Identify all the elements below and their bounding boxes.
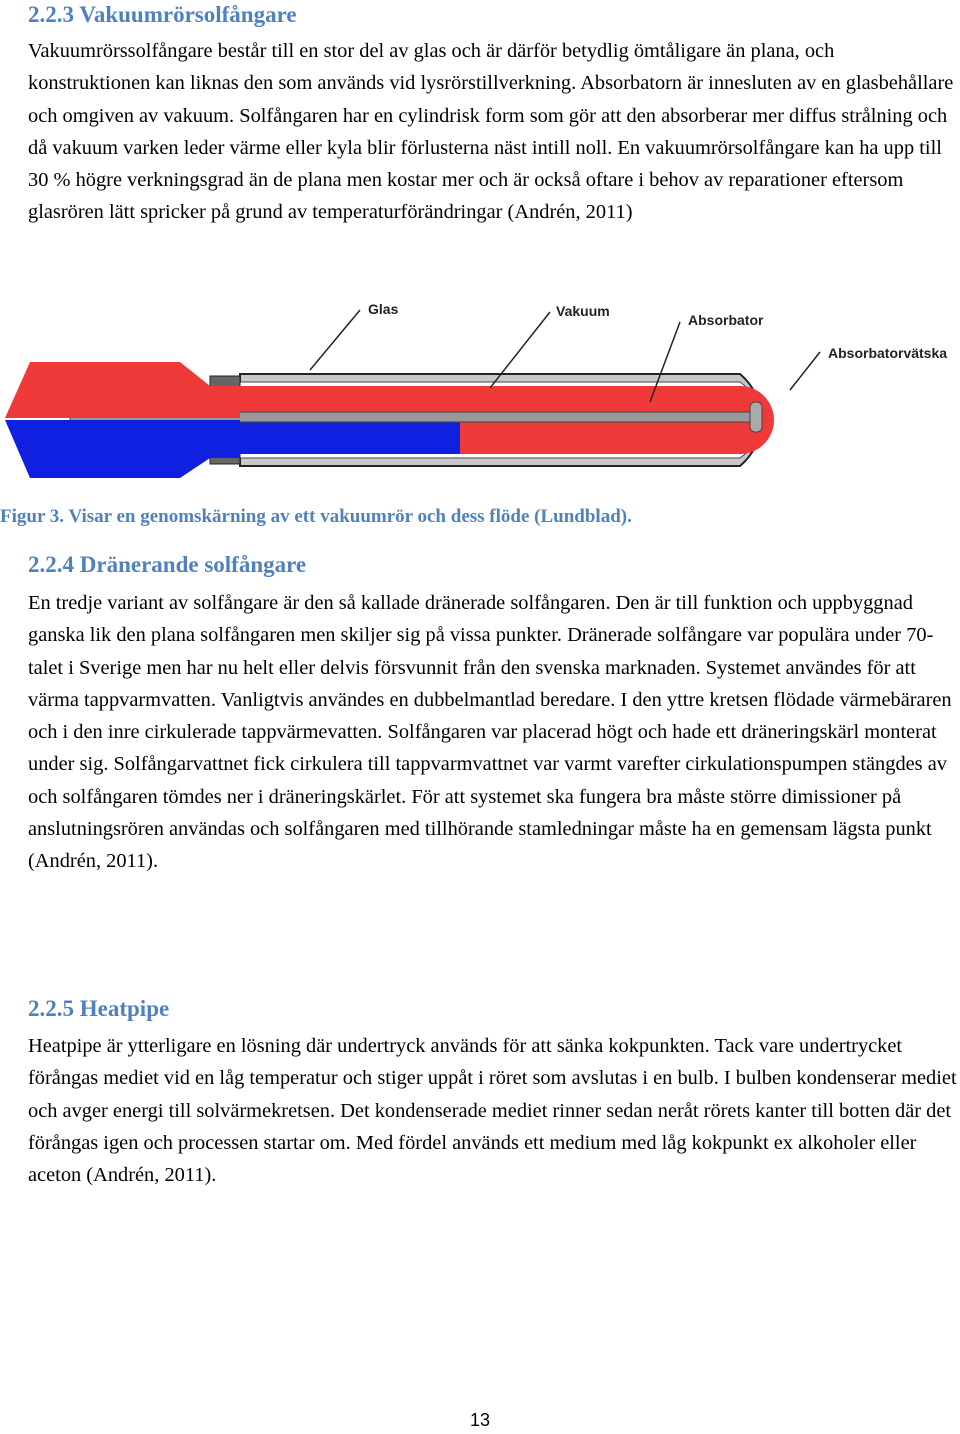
label-glas: Glas xyxy=(368,301,399,317)
label-absorbatorvatska: Absorbatorvätska xyxy=(828,345,948,361)
hot-flow-lower xyxy=(460,420,774,454)
heading-heatpipe: 2.2.5 Heatpipe xyxy=(28,996,170,1021)
heading-dranerande-solfangare: 2.2.4 Dränerande solfångare xyxy=(28,552,307,577)
heading-vakuumrorsolfangare: 2.2.3 Vakuumrörsolfångare xyxy=(28,2,297,27)
paragraph-dranerande-solfangare: En tredje variant av solfångare är den så kallade dränerade solfångaren. Den är till funktion och uppbyggnad ganska lik den plana solfångaren men skiljer sig på vissa punkter. Dränerade solfångare var populära under 70-talet i Sverige men har nu helt eller delvis försvunnit från den svenska marknaden. Systemet användes för att värma tappvarmvatten. Vanligtvis användes en dubbelmantlad beredare. I den yttre kretsen flödade värmebäraren och i den inre cirkulerade tappvärmevatten. Solfångaren var placerad högt och hade ett dräneringskärl monterat under sig. Solfångarvattnet fick cirkulera till tappvarmvattnet var varmt varefter cirkulationspumpen stängdes av och solfångaren tömdes ner i dräneringskärlet. För att systemet ska fungera bra måste större dimissioner på anslutningsrören användas och solfångaren med tillhörande stamledningar måste ha en gemensam lägsta punkt (Andrén, 2011). xyxy=(28,592,952,873)
cold-flow-tube xyxy=(240,420,460,454)
label-vakuum: Vakuum xyxy=(556,303,610,319)
page-number: 13 xyxy=(469,1410,491,1430)
figure-caption: Figur 3. Visar en genomskärning av ett vakuumrör och dess flöde (Lundblad). xyxy=(0,506,632,527)
cold-manifold-arrow xyxy=(5,420,240,478)
paragraph-vakuumrorsolfangare: Vakuumrörssolfångare består till en stor del av glas och är därför betydlig ömtåligare än plana, och konstruktionen kan liknas den som används vid lysrörstillverkning. Absorbatorn är innesluten av en glasbehållare och omgiven av vakuum. Solfångaren har en cylindrisk form som gör att den absorberar mer diffus strålning och då vakuum varken leder värme eller kyla blir förlusterna näst intill noll. En vakuumrörsolfångare kan ha upp till 30 % högre verkningsgrad än de plana men kostar mer och är också oftare i behov av reparationer eftersom glasrören lätt spricker på grund av temperaturförändringar (Andrén, 2011) xyxy=(28,40,954,224)
inner-pipe-end xyxy=(750,402,762,432)
label-absorbator: Absorbator xyxy=(688,312,764,328)
hot-manifold-arrow xyxy=(5,362,240,418)
vacuum-tube-diagram xyxy=(0,290,960,480)
paragraph-heatpipe: Heatpipe är ytterligare en lösning där undertryck används för att sänka kokpunkten. Tack vare undertrycket förångas mediet vid en låg temperatur och stiger uppåt i röret som avslutas i en bulb. I bulben kondenserar mediet och avger energi till solvärmekretsen. Det kondenserade mediet rinner sedan neråt rörets kanter till botten där det förångas igen och processen startar om. Med fördel används ett medium med låg kokpunkt ex alkoholer eller aceton (Andrén, 2011). xyxy=(28,1035,957,1187)
